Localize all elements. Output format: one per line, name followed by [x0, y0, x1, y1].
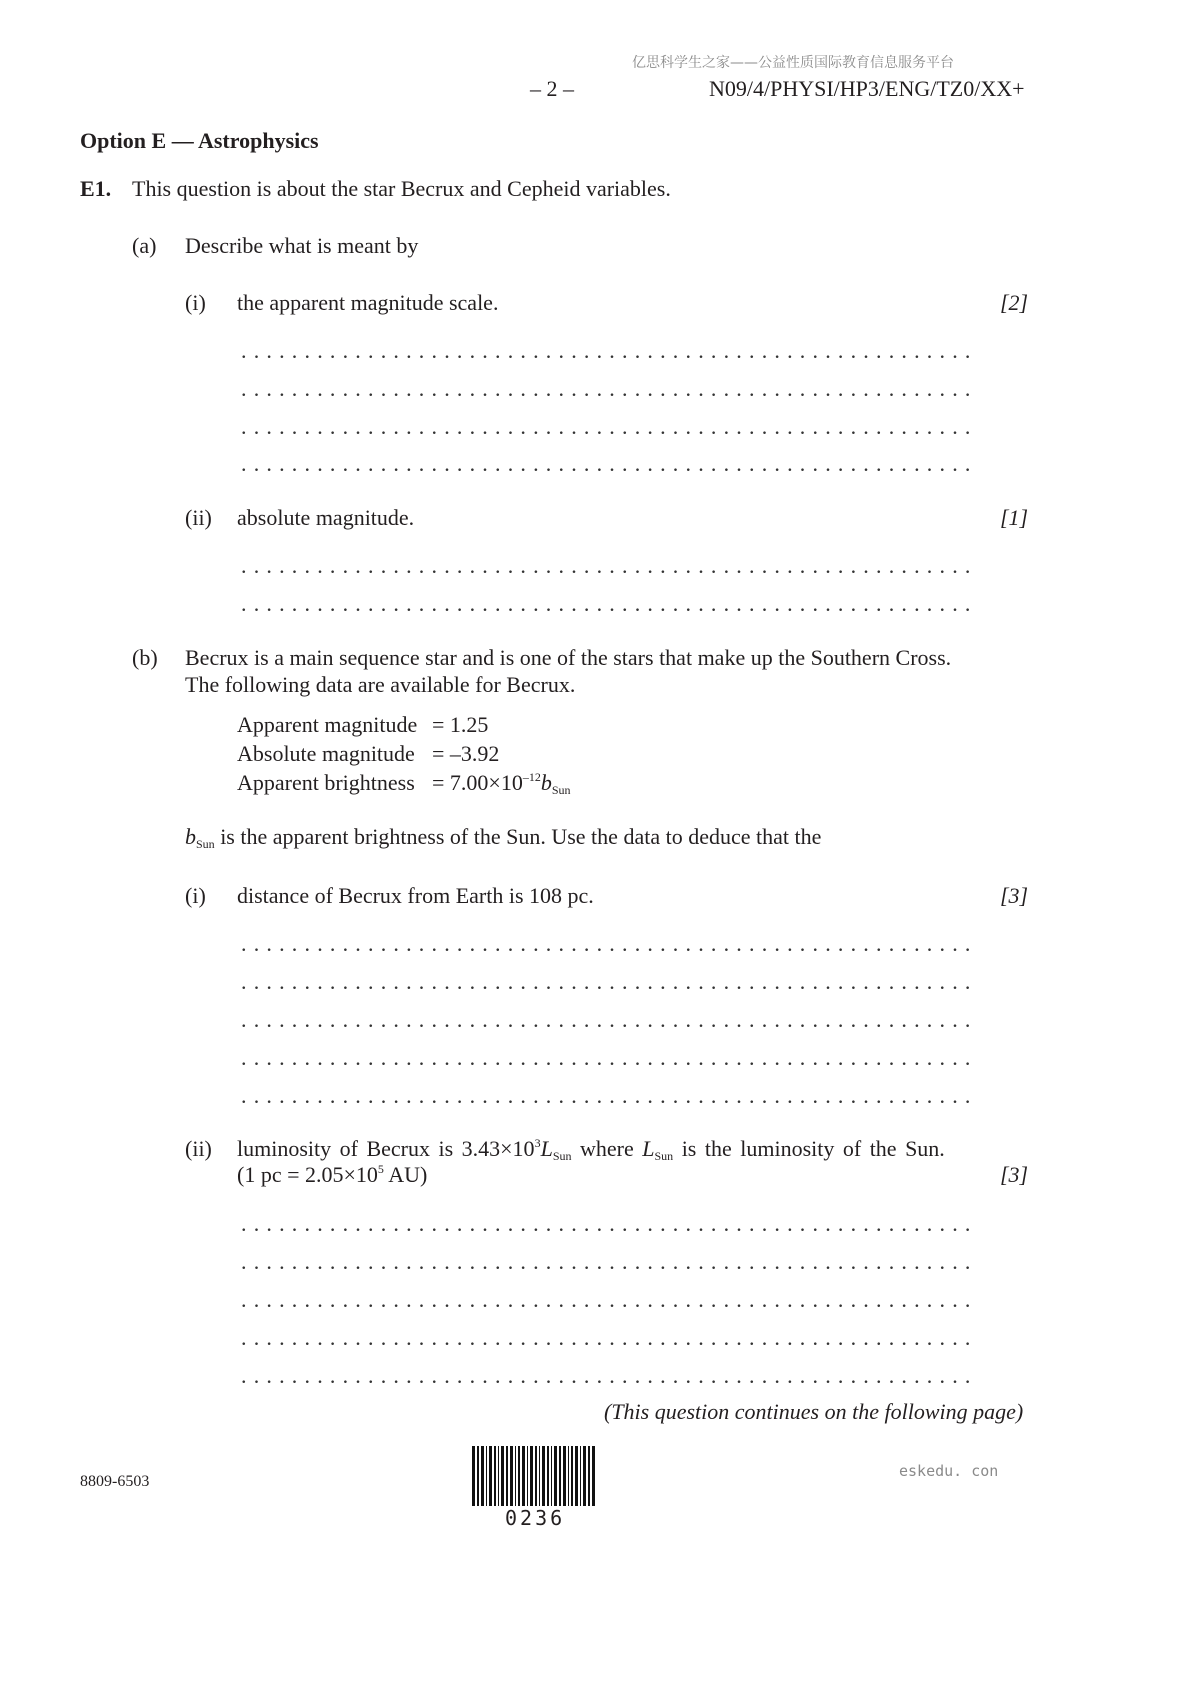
data-value-absolute-magnitude: = –3.92 [432, 741, 500, 766]
part-a-text: Describe what is meant by [185, 233, 419, 258]
barcode-graphic [472, 1446, 596, 1506]
answer-line[interactable]: .......................................................... [241, 1007, 978, 1032]
answer-line[interactable]: .......................................................... [241, 553, 978, 578]
question-intro: This question is about the star Becrux and Cepheid variables. [132, 176, 671, 201]
bsun-definition: $b_{Sun}$ is the apparent brightness of the Sun. Use the data to deduce that the [185, 824, 822, 851]
answer-line[interactable]: .......................................................... [241, 931, 978, 956]
data-value-apparent-magnitude: = 1.25 [432, 712, 489, 737]
answer-line[interactable]: .......................................................... [241, 1363, 978, 1388]
part-a-i-label: (i) [185, 290, 206, 315]
option-title: Option E — Astrophysics [80, 128, 319, 153]
barcode [472, 1446, 596, 1506]
answer-line[interactable]: .......................................................... [241, 451, 978, 476]
answer-line[interactable]: .......................................................... [241, 1083, 978, 1108]
barcode-number: 0236 [505, 1506, 566, 1530]
answer-line[interactable]: .......................................................... [241, 1287, 978, 1312]
part-b-label: (b) [132, 645, 158, 670]
part-b-line1: Becrux is a main sequence star and is one of the stars that make up the Southern Cross. [185, 645, 952, 670]
answer-line[interactable]: .......................................................... [241, 414, 978, 439]
answer-line[interactable]: .......................................................... [241, 1325, 978, 1350]
part-b-line2: The following data are available for Becrux. [185, 672, 576, 697]
part-b-ii-text: luminosity of Becrux is $3.43\times 10^3L_{Sun}$ where $L_{Sun}$ is the luminosity of the Sun. [237, 1136, 945, 1163]
part-a-i-text: the apparent magnitude scale. [237, 290, 499, 315]
part-a-i-marks: [2] [1000, 290, 1029, 315]
answer-line[interactable]: .......................................................... [241, 338, 978, 363]
part-a-ii-marks: [1] [1000, 505, 1029, 530]
question-number: E1. [80, 176, 112, 201]
parsec-conversion: (1 pc = $2.05\times 10^5$ AU) [237, 1162, 428, 1187]
answer-line[interactable]: .......................................................... [241, 1211, 978, 1236]
data-name-apparent-magnitude: Apparent magnitude [237, 712, 418, 737]
answer-line[interactable]: .......................................................... [241, 1249, 978, 1274]
part-b-ii-label: (ii) [185, 1136, 212, 1161]
footer-code: 8809-6503 [80, 1473, 150, 1490]
data-name-apparent-brightness: Apparent brightness [237, 770, 415, 795]
answer-line[interactable]: .......................................................... [241, 1045, 978, 1070]
part-b-i-label: (i) [185, 883, 206, 908]
part-a-label: (a) [132, 233, 157, 258]
part-b-i-marks: [3] [1000, 883, 1029, 908]
part-a-ii-label: (ii) [185, 505, 212, 530]
continues-note: (This question continues on the following page) [604, 1399, 1024, 1424]
answer-line[interactable]: .......................................................... [241, 376, 978, 401]
part-b-ii-marks: [3] [1000, 1162, 1029, 1187]
page-number: – 2 – [530, 76, 574, 101]
watermark-footer: eskedu. con [899, 1462, 999, 1480]
answer-line[interactable]: .......................................................... [241, 591, 978, 616]
part-b-i-text: distance of Becrux from Earth is 108 pc. [237, 883, 594, 908]
paper-code: N09/4/PHYSI/HP3/ENG/TZ0/XX+ [709, 76, 1025, 101]
data-value-apparent-brightness: = $7.00\times 10^{-12}b_{Sun}$ [432, 770, 571, 797]
data-name-absolute-magnitude: Absolute magnitude [237, 741, 415, 766]
watermark-header: 亿思科学生之家——公益性质国际教育信息服务平台 [632, 55, 954, 71]
part-a-ii-text: absolute magnitude. [237, 505, 415, 530]
answer-line[interactable]: .......................................................... [241, 969, 978, 994]
